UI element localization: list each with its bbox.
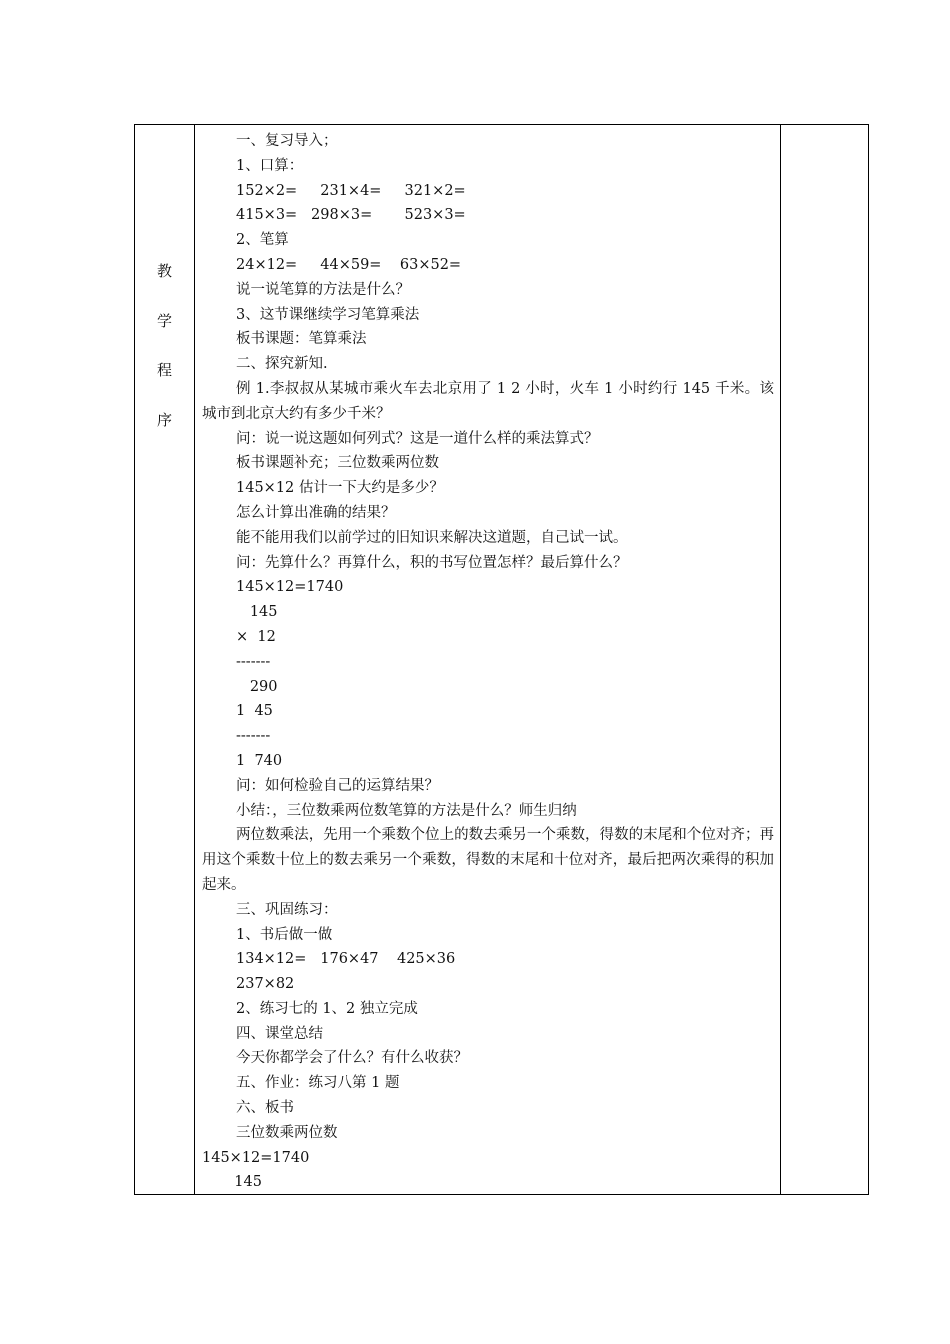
content-line: 六、板书 — [236, 1100, 294, 1117]
content-line: 3、这节课继续学习笔算乘法 — [236, 306, 420, 323]
content-line: 290 — [236, 678, 278, 695]
content-line: 134×12= 176×47 425×36 — [236, 951, 456, 968]
content-line: 问：先算什么？再算什么，积的书写位置怎样？最后算什么？ — [236, 554, 628, 571]
content-line: 小结：，三位数乘两位数笔算的方法是什么？师生归纳 — [236, 802, 577, 819]
content-line: 怎么计算出准确的结果？ — [236, 504, 396, 521]
content-line: 24×12= 44×59= 63×52= — [236, 256, 462, 273]
content-paragraph: 两位数乘法，先用一个乘数个位上的数去乘另一个乘数，得数的末尾和个位对齐；再用这个乘数十位上的数去乘另一个乘数，得数的末尾和十位对齐，最后把两次乘得的积加起来。 — [202, 827, 774, 893]
side-label-char: 序 — [156, 410, 172, 429]
column-divider — [780, 125, 781, 1194]
content-line: 三位数乘两位数 — [236, 1124, 338, 1141]
content-line: 145×12 估计一下大约是多少？ — [236, 480, 444, 497]
content-line: 今天你都学会了什么？有什么收获？ — [236, 1050, 468, 1067]
side-label-char: 教 — [156, 262, 172, 280]
content-line: 能不能用我们以前学过的旧知识来解决这道题，自己试一试。 — [236, 529, 628, 546]
content-line: 1 740 — [236, 752, 283, 769]
lesson-table — [134, 124, 869, 1195]
content-line: 四、课堂总结 — [236, 1025, 323, 1042]
content-line: 板书课题：笔算乘法 — [236, 331, 367, 348]
side-label-char: 程 — [156, 361, 172, 379]
content-line: ------- — [236, 728, 271, 745]
content-line: 说一说笔算的方法是什么？ — [236, 281, 410, 298]
lesson-content — [202, 129, 774, 1195]
content-line: 1、书后做一做 — [236, 926, 333, 943]
side-label-char: 学 — [156, 311, 172, 330]
content-line: 1 45 — [236, 703, 273, 720]
content-line: 三、巩固练习： — [236, 901, 338, 918]
content-line: 2、练习七的 1、2 独立完成 — [236, 1000, 418, 1017]
content-line: 五、作业：练习八第 1 题 — [236, 1075, 400, 1092]
content-line: 237×82 — [236, 976, 295, 993]
content-line: 2、笔算 — [236, 232, 289, 249]
side-label — [135, 247, 194, 445]
content-line: 1、口算： — [236, 157, 304, 174]
content-line: 145×12=1740 — [236, 579, 344, 596]
content-line: 二、探究新知. — [236, 356, 328, 373]
content-line: 板书课题补充；三位数乘两位数 — [236, 455, 439, 472]
content-line: ------- — [236, 653, 271, 670]
content-line: × 12 — [236, 628, 276, 645]
content-line: 145×12=1740 — [202, 1149, 310, 1166]
content-line: 问：如何检验自己的运算结果？ — [236, 777, 439, 794]
content-paragraph: 例 1.李叔叔从某城市乘火车去北京用了 1 2 小时，火车 1 小时约行 145 千米。该城市到北京大约有多少千米？ — [202, 380, 774, 422]
content-line: 145 — [202, 1174, 262, 1191]
content-line: 一、复习导入； — [236, 133, 338, 149]
column-divider — [194, 125, 195, 1194]
content-line: 152×2= 231×4= 321×2= — [236, 182, 466, 199]
content-line: 415×3= 298×3= 523×3= — [236, 207, 466, 224]
content-line: 问：说一说这题如何列式？这是一道什么样的乘法算式？ — [236, 430, 599, 447]
content-line: 145 — [236, 604, 278, 621]
